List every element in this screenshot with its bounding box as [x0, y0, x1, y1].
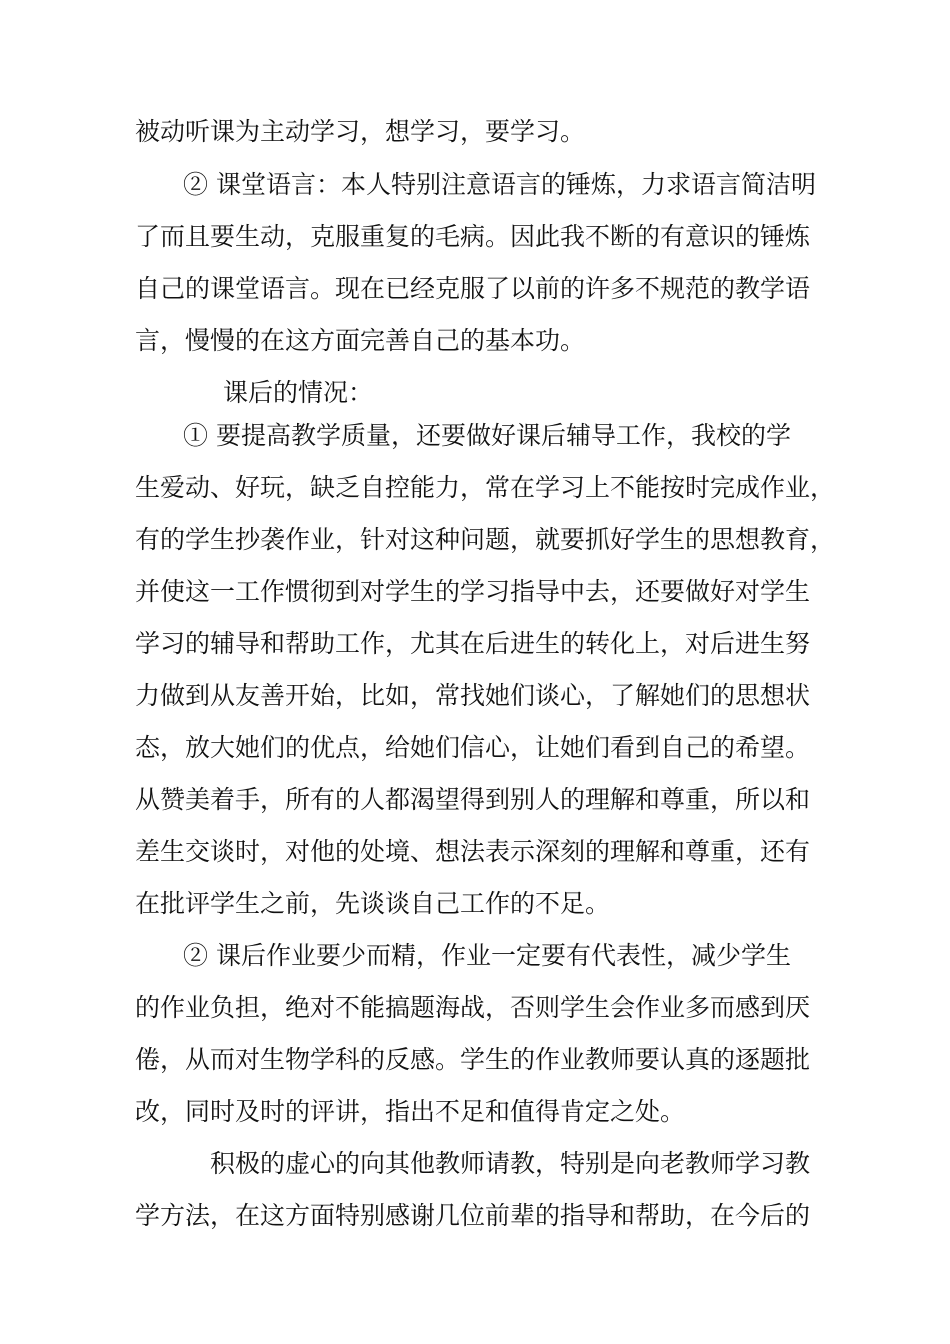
text-line: 倦，从而对生物学科的反感。学生的作业教师要认真的逐题批	[135, 1045, 811, 1074]
text-line: ① 要提高教学质量，还要做好课后辅导工作，我校的学	[183, 421, 791, 450]
text-line: 差生交谈时，对他的处境、想法表示深刻的理解和尊重，还有	[135, 837, 811, 866]
text-line: 改，同时及时的评讲，指出不足和值得肯定之处。	[135, 1097, 686, 1126]
text-line: ② 课后作业要少而精，作业一定要有代表性，减少学生	[183, 941, 791, 970]
text-line: 在批评学生之前，先谈谈自己工作的不足。	[135, 889, 611, 918]
text-line: 的作业负担，绝对不能搞题海战，否则学生会作业多而感到厌	[135, 993, 811, 1022]
text-line: 自己的课堂语言。现在已经克服了以前的许多不规范的教学语	[135, 274, 811, 303]
text-line: 态，放大她们的优点，给她们信心，让她们看到自己的希望。	[135, 733, 811, 762]
text-line: 并使这一工作惯彻到对学生的学习指导中去，还要做好对学生	[135, 577, 811, 606]
text-line: 学习的辅导和帮助工作，尤其在后进生的转化上，对后进生努	[135, 629, 811, 658]
text-line: 被动听课为主动学习，想学习，要学习。	[135, 117, 586, 146]
text-line: 了而且要生动，克服重复的毛病。因此我不断的有意识的锤炼	[135, 222, 811, 251]
section-heading: 课后的情况：	[223, 378, 374, 407]
text-line: 力做到从友善开始，比如，常找她们谈心，了解她们的思想状	[135, 681, 811, 710]
text-line: 生爱动、好玩，缺乏自控能力，常在学习上不能按时完成作业，	[135, 473, 836, 502]
text-line: 言，慢慢的在这方面完善自己的基本功。	[135, 326, 586, 355]
text-line: 积极的虚心的向其他教师请教，特别是向老教师学习教	[210, 1149, 811, 1178]
text-line: 学方法，在这方面特别感谢几位前辈的指导和帮助，在今后的	[135, 1201, 811, 1230]
text-line: ② 课堂语言：本人特别注意语言的锤炼，力求语言简洁明	[183, 170, 816, 199]
text-line: 从赞美着手，所有的人都渴望得到别人的理解和尊重，所以和	[135, 785, 811, 814]
text-line: 有的学生抄袭作业，针对这种问题，就要抓好学生的思想教育，	[135, 525, 836, 554]
